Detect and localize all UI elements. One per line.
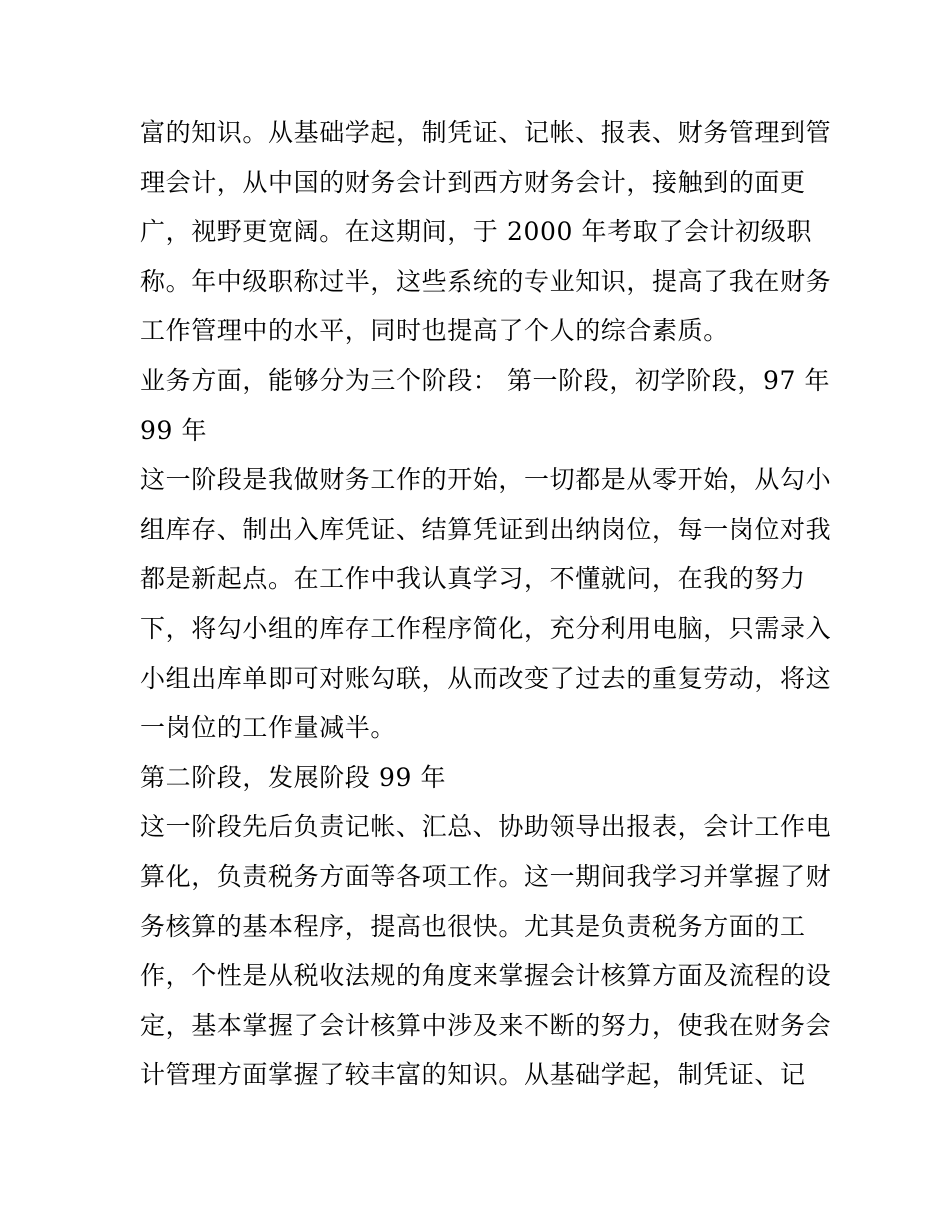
text-line: 广，视野更宽阔。在这期间，于 2000 年考取了会计初级职 (140, 217, 812, 247)
text-line: 都是新起点。在工作中我认真学习，不懂就问，在我的努力 (140, 564, 806, 594)
text-line: 第二阶段，发展阶段 99 年 (140, 762, 447, 792)
text-line: 称。年中级职称过半，这些系统的专业知识，提高了我在财务 (140, 266, 832, 296)
text-line: 计管理方面掌握了较丰富的知识。从基础学起，制凭证、记 (140, 1060, 806, 1090)
text-line: 工作管理中的水平，同时也提高了个人的综合素质。 (140, 316, 729, 346)
text-line: 下，将勾小组的库存工作程序简化，充分利用电脑，只需录入 (140, 613, 832, 643)
text-line: 一岗位的工作量减半。 (140, 713, 397, 743)
text-line: 作，个性是从税收法规的角度来掌握会计核算方面及流程的设 (140, 961, 832, 991)
text-line: 这一阶段是我做财务工作的开始，一切都是从零开始，从勾小 (140, 465, 832, 495)
text-line: 小组出库单即可对账勾联，从而改变了过去的重复劳动，将这 (140, 663, 832, 693)
text-line: 业务方面，能够分为三个阶段： 第一阶段，初学阶段，97 年 (140, 365, 831, 395)
text-line: 理会计，从中国的财务会计到西方财务会计，接触到的面更 (140, 167, 806, 197)
text-line: 99 年 (140, 415, 208, 445)
body-text (140, 108, 832, 1100)
text-line: 务核算的基本程序，提高也很快。尤其是负责税务方面的工 (140, 911, 806, 941)
text-line: 富的知识。从基础学起，制凭证、记帐、报表、财务管理到管 (140, 118, 832, 147)
text-line: 组库存、制出入库凭证、结算凭证到出纳岗位，每一岗位对我 (140, 514, 832, 544)
text-line: 这一阶段先后负责记帐、汇总、协助领导出报表，会计工作电 (140, 812, 832, 842)
text-line: 定，基本掌握了会计核算中涉及来不断的努力，使我在财务会 (140, 1010, 832, 1040)
text-line: 算化，负责税务方面等各项工作。这一期间我学习并掌握了财 (140, 861, 832, 891)
